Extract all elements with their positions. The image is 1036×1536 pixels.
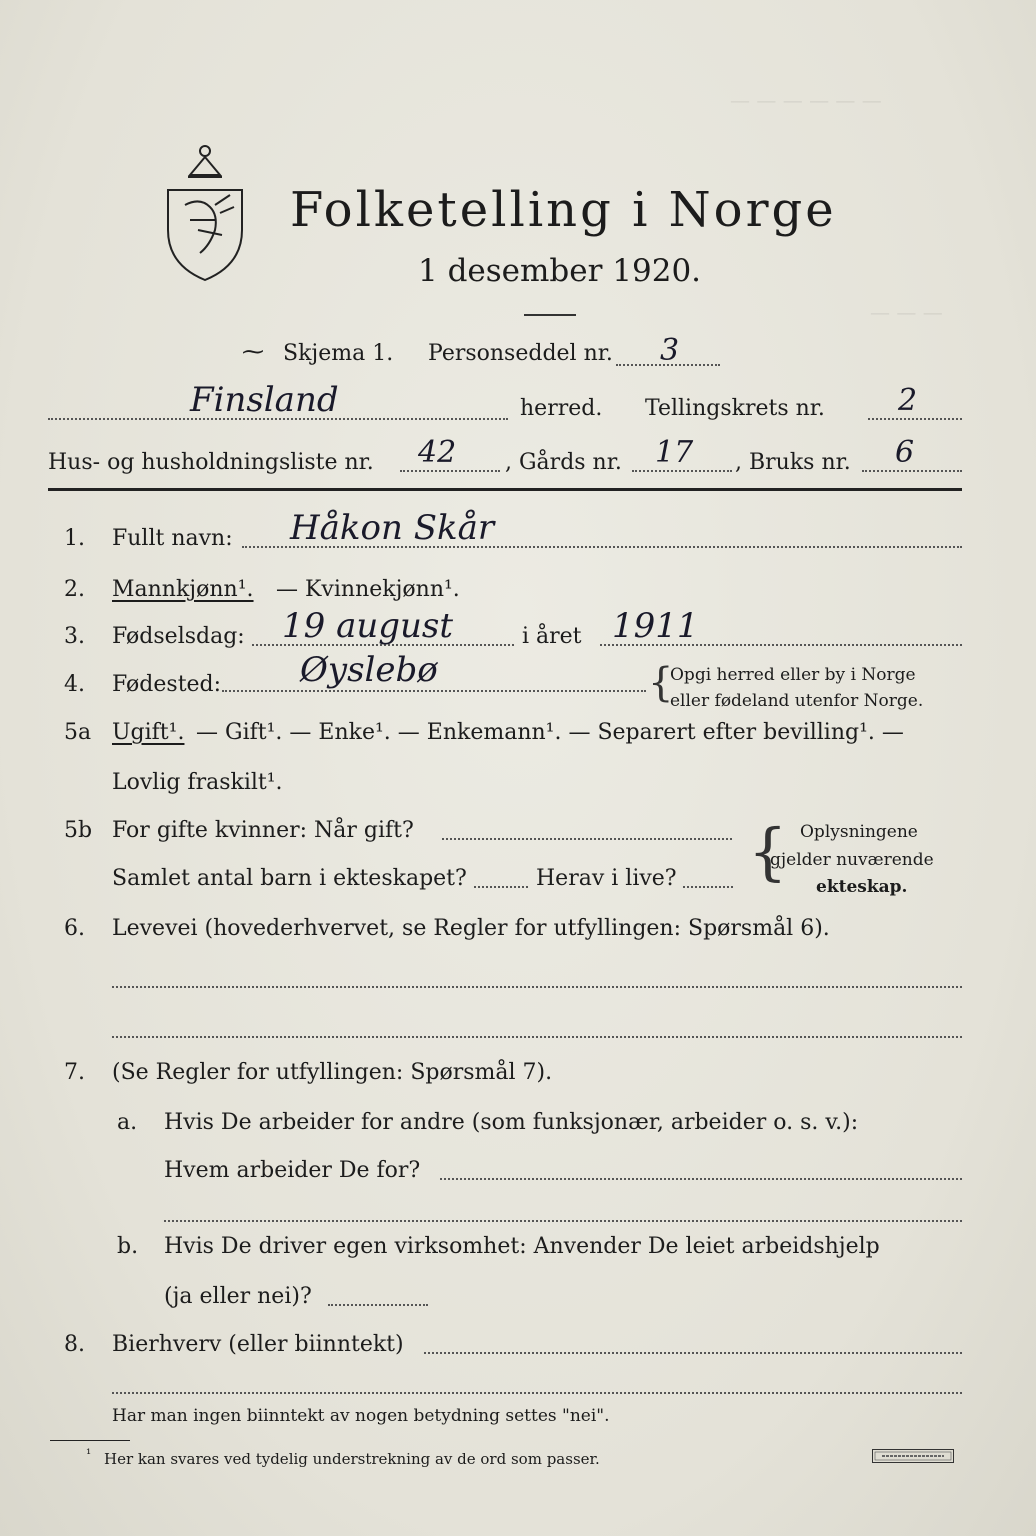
q3-value[interactable]: 19 august [282, 606, 454, 646]
q4-value[interactable]: Øyslebø [300, 650, 438, 690]
q7a-letter: a. [117, 1110, 138, 1135]
q2-mann-option[interactable]: Mannkjønn¹. [112, 577, 254, 602]
printer-stamp-icon [872, 1449, 954, 1463]
gards-label: , Gårds nr. [505, 450, 622, 475]
q2-number: 2. [64, 577, 85, 602]
q5a-ugift-option[interactable]: Ugift¹. [112, 720, 185, 745]
footnote-divider [50, 1440, 130, 1441]
herred-value[interactable]: Finsland [190, 380, 339, 420]
q1-number: 1. [64, 526, 85, 551]
q7b-line-2: (ja eller nei)? [164, 1284, 312, 1309]
bleed-through-text: — — — — — — [730, 88, 882, 112]
title-divider [524, 314, 576, 316]
q3-label: Fødselsdag: [112, 624, 245, 649]
q3-number: 3. [64, 624, 85, 649]
skjema-label: Skjema 1. [283, 341, 394, 366]
q7a-field-line-2 [164, 1220, 962, 1222]
q5b-alive-label: Herav i live? [536, 866, 677, 891]
q5b-note-line-3: ekteskap. [816, 877, 908, 897]
bleed-through-text: — — — [870, 300, 943, 324]
q5b-alive-field-line [683, 886, 733, 888]
gards-field-line [632, 470, 732, 472]
herred-label: herred. [520, 396, 603, 421]
q3-year-label: i året [522, 624, 582, 649]
q3-year-value[interactable]: 1911 [612, 606, 699, 646]
q4-number: 4. [64, 672, 85, 697]
q5b-children-field-line [474, 886, 528, 888]
q8-number: 8. [64, 1332, 85, 1357]
q8-field-line-2 [112, 1392, 962, 1394]
q7a-line-1: Hvis De arbeider for andre (som funksjonær, arbeider o. s. v.): [164, 1110, 859, 1135]
q4-label: Fødested: [112, 672, 222, 697]
q7-number: 7. [64, 1060, 85, 1085]
hus-field-line [400, 470, 500, 472]
q5b-line-1: For gifte kvinner: Når gift? [112, 818, 414, 843]
q8-note: Har man ingen biinntekt av nogen betydning settes "nei". [112, 1406, 610, 1426]
q6-label: Levevei (hovederhvervet, se Regler for utfyllingen: Spørsmål 6). [112, 916, 830, 941]
bruks-label: , Bruks nr. [735, 450, 851, 475]
q5b-note-line-1: Oplysningene [800, 822, 918, 842]
q5b-brace: { [748, 815, 788, 888]
hus-label: Hus- og husholdningsliste nr. [48, 450, 374, 475]
q6-field-line-2 [112, 1036, 962, 1038]
q5a-other-options[interactable]: — Gift¹. — Enke¹. — Enkemann¹. — Separert efter bevilling¹. — [196, 720, 904, 745]
q5b-note-line-2: gjelder nuværende [770, 850, 934, 870]
tellingskrets-label: Tellingskrets nr. [645, 396, 825, 421]
footnote-text: Her kan svares ved tydelig understrekning av de ord som passer. [104, 1450, 600, 1468]
q6-field-line-1 [112, 986, 962, 988]
personseddel-label: Personseddel nr. [428, 341, 613, 366]
header-separator [48, 488, 962, 491]
q7b-field-line [328, 1304, 428, 1306]
q5a-number: 5a [64, 720, 92, 745]
footnote-mark: ¹ [86, 1447, 92, 1462]
form-date: 1 desember 1920. [418, 253, 702, 289]
hus-value[interactable]: 42 [418, 435, 457, 470]
q5b-number: 5b [64, 818, 93, 843]
q5a-fraskilt-option[interactable]: Lovlig fraskilt¹. [112, 770, 283, 795]
q7-label: (Se Regler for utfyllingen: Spørsmål 7). [112, 1060, 553, 1085]
q7b-line-1: Hvis De driver egen virksomhet: Anvender De leiet arbeidshjelp [164, 1234, 880, 1259]
q4-field-line [222, 690, 646, 692]
q4-brace: { [648, 660, 674, 706]
q5b-married-field-line [442, 838, 732, 840]
q8-label: Bierhverv (eller biinntekt) [112, 1332, 404, 1357]
form-title: Folketelling i Norge [290, 182, 837, 238]
q4-note-line-2: eller fødeland utenfor Norge. [670, 691, 924, 711]
q1-label: Fullt navn: [112, 526, 233, 551]
norway-coat-of-arms-icon [160, 135, 250, 285]
q6-number: 6. [64, 916, 85, 941]
gards-value[interactable]: 17 [655, 435, 694, 470]
tellingskrets-field-line [868, 418, 962, 420]
skjema-dash-mark: ⁓ [242, 340, 264, 365]
bruks-value[interactable]: 6 [895, 435, 915, 470]
q8-field-line-1 [424, 1352, 962, 1354]
q7b-letter: b. [117, 1234, 139, 1259]
q7a-line-2: Hvem arbeider De for? [164, 1158, 421, 1183]
q2-kvinne-option[interactable]: — Kvinnekjønn¹. [276, 577, 460, 602]
q1-value[interactable]: Håkon Skår [290, 508, 495, 548]
q7a-field-line-1 [440, 1178, 962, 1180]
personseddel-value[interactable]: 3 [660, 333, 680, 368]
q4-note-line-1: Opgi herred eller by i Norge [670, 665, 916, 685]
bruks-field-line [862, 470, 962, 472]
tellingskrets-value[interactable]: 2 [898, 383, 918, 418]
q5b-children-label: Samlet antal barn i ekteskapet? [112, 866, 467, 891]
